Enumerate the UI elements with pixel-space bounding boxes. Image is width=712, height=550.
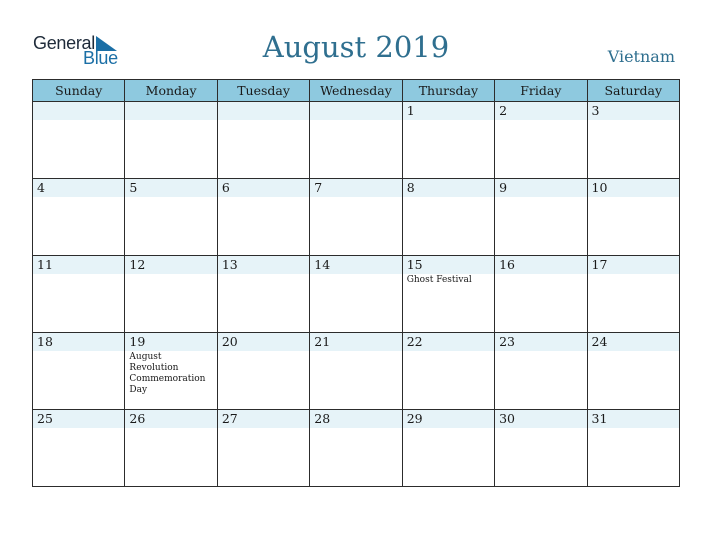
week-row <box>33 102 680 179</box>
day-cell <box>310 179 402 256</box>
day-number: 19 <box>125 333 216 351</box>
day-cell <box>125 102 217 179</box>
day-cell <box>33 410 125 487</box>
day-cell <box>310 256 402 333</box>
day-cell <box>587 333 679 410</box>
day-number: 13 <box>218 256 309 274</box>
day-cell <box>495 179 587 256</box>
day-number: 29 <box>403 410 494 428</box>
weekday-thursday: Thursday <box>402 80 494 102</box>
day-number: 11 <box>33 256 124 274</box>
day-number: 5 <box>125 179 216 197</box>
weekday-header-row <box>33 80 680 102</box>
day-number: 17 <box>588 256 679 274</box>
day-number: 1 <box>403 102 494 120</box>
day-cell <box>402 333 494 410</box>
day-cell <box>125 333 217 410</box>
day-cell <box>587 102 679 179</box>
day-number: 10 <box>588 179 679 197</box>
day-cell <box>587 256 679 333</box>
day-number: 26 <box>125 410 216 428</box>
day-cell <box>587 179 679 256</box>
day-number: 4 <box>33 179 124 197</box>
day-number: 18 <box>33 333 124 351</box>
day-number: 7 <box>310 179 401 197</box>
day-cell <box>217 179 309 256</box>
day-cell <box>125 410 217 487</box>
day-cell <box>587 410 679 487</box>
day-cell <box>125 256 217 333</box>
day-cell <box>495 410 587 487</box>
week-row <box>33 256 680 333</box>
calendar-grid <box>32 79 680 487</box>
day-number: 24 <box>588 333 679 351</box>
logo-text-blue: Blue <box>83 48 118 68</box>
day-number <box>218 102 309 120</box>
week-row <box>33 410 680 487</box>
day-number: 3 <box>588 102 679 120</box>
day-cell <box>402 256 494 333</box>
day-cell <box>402 179 494 256</box>
day-number: 25 <box>33 410 124 428</box>
day-cell <box>495 102 587 179</box>
day-cell <box>125 179 217 256</box>
day-number: 15 <box>403 256 494 274</box>
day-number: 14 <box>310 256 401 274</box>
weekday-tuesday: Tuesday <box>217 80 309 102</box>
day-number: 6 <box>218 179 309 197</box>
weekday-friday: Friday <box>495 80 587 102</box>
day-cell <box>33 102 125 179</box>
day-number: 31 <box>588 410 679 428</box>
day-cell <box>310 410 402 487</box>
day-number <box>310 102 401 120</box>
day-cell <box>402 102 494 179</box>
day-number <box>33 102 124 120</box>
day-number: 27 <box>218 410 309 428</box>
weekday-saturday: Saturday <box>587 80 679 102</box>
week-row <box>33 179 680 256</box>
country-label: Vietnam <box>607 47 675 66</box>
weekday-sunday: Sunday <box>33 80 125 102</box>
day-number <box>125 102 216 120</box>
holiday-label: August Revolution Commemoration Day <box>129 352 206 395</box>
day-cell <box>495 333 587 410</box>
day-number: 23 <box>495 333 586 351</box>
weekday-wednesday: Wednesday <box>310 80 402 102</box>
week-row <box>33 333 680 410</box>
day-cell <box>310 333 402 410</box>
day-number: 12 <box>125 256 216 274</box>
day-number: 9 <box>495 179 586 197</box>
day-cell <box>33 333 125 410</box>
day-cell <box>33 179 125 256</box>
weekday-monday: Monday <box>125 80 217 102</box>
day-number: 21 <box>310 333 401 351</box>
day-number: 8 <box>403 179 494 197</box>
day-number: 2 <box>495 102 586 120</box>
day-number: 28 <box>310 410 401 428</box>
day-cell <box>402 410 494 487</box>
day-cell <box>33 256 125 333</box>
day-cell <box>495 256 587 333</box>
day-cell <box>217 410 309 487</box>
day-cell <box>217 333 309 410</box>
day-cell <box>310 102 402 179</box>
page-title: August 2019 <box>262 30 450 64</box>
logo-text-general: General <box>33 33 95 53</box>
holiday-label: Ghost Festival <box>406 275 472 285</box>
day-number: 20 <box>218 333 309 351</box>
day-number: 30 <box>495 410 586 428</box>
day-number: 22 <box>403 333 494 351</box>
day-cell <box>217 256 309 333</box>
day-number: 16 <box>495 256 586 274</box>
day-cell <box>217 102 309 179</box>
